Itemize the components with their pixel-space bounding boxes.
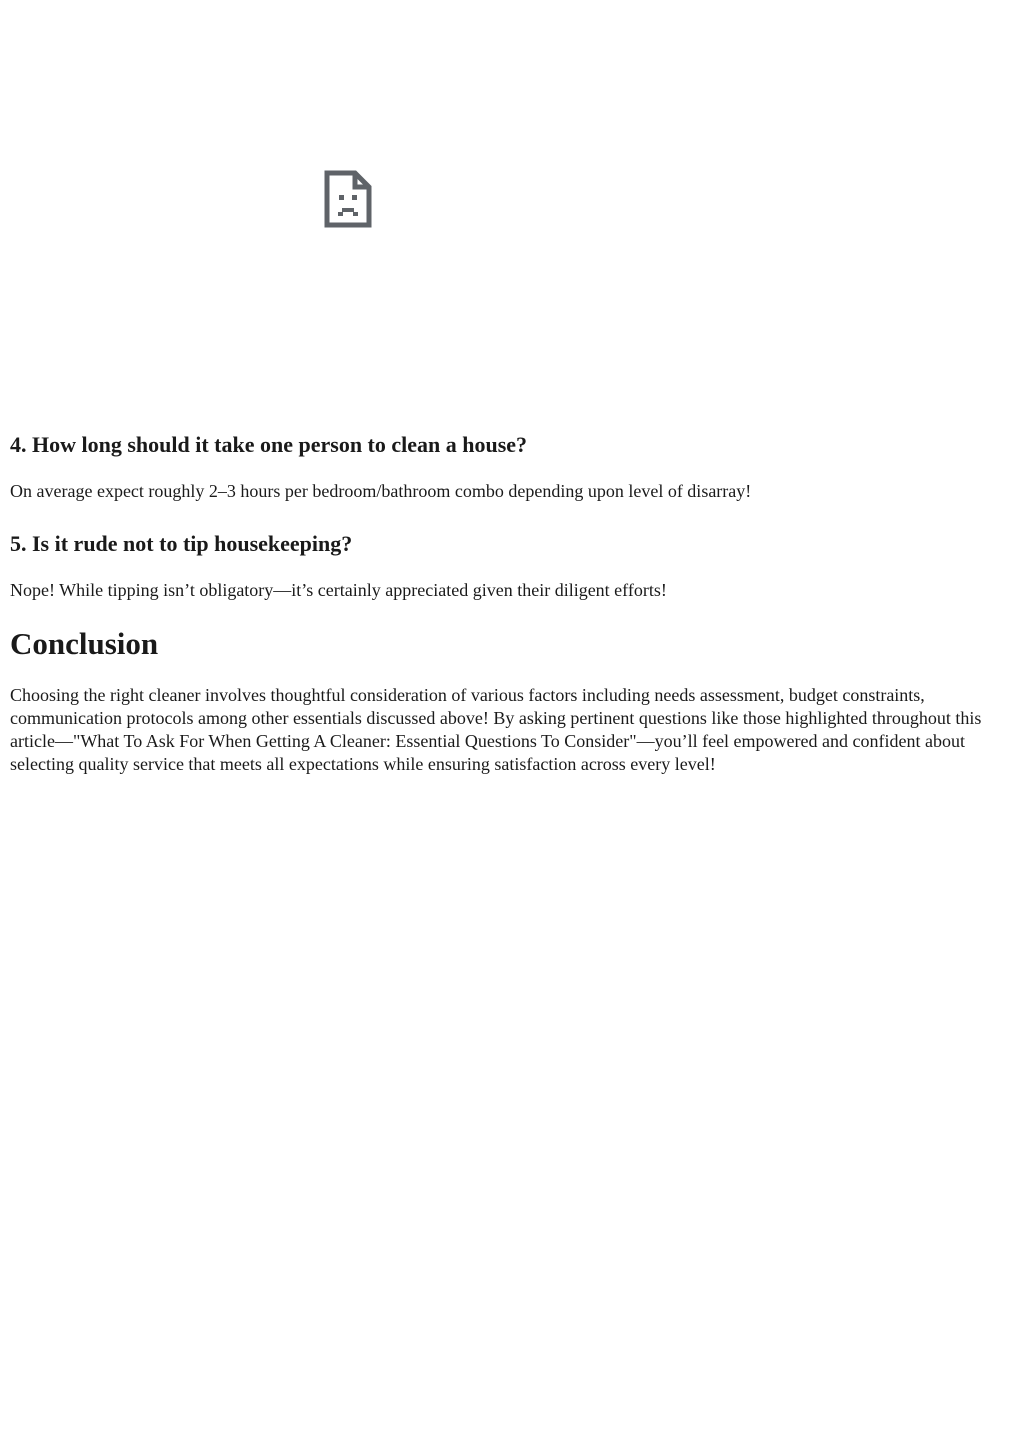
conclusion-text: Choosing the right cleaner involves thoughtful consideration of various factors including needs assessment, budget constraints, communication protocols among other essentials discussed above! By asking pertinent questions like those highlighted throughout this article—"What To Ask For When Getting A Cleaner: Essential Questions To Consider"—you’ll feel empowered and confident about selecting quality service that meets all expectations while ensuring satisfaction across every level! — [10, 685, 982, 774]
article-content — [10, 0, 1000, 776]
faq-answer-4: On average expect roughly 2–3 hours per bedroom/bathroom combo depending upon level of disarray! — [10, 481, 752, 501]
faq-question-5: 5. Is it rude not to tip housekeeping? — [10, 531, 353, 556]
faq-question-4: 4. How long should it take one person to clean a house? — [10, 432, 528, 457]
conclusion-heading: Conclusion — [10, 626, 159, 661]
faq-answer-5: Nope! While tipping isn’t obligatory—it’s certainly appreciated given their diligent efforts! — [10, 580, 667, 600]
broken-image-icon — [324, 170, 372, 228]
article-image — [10, 0, 1000, 400]
